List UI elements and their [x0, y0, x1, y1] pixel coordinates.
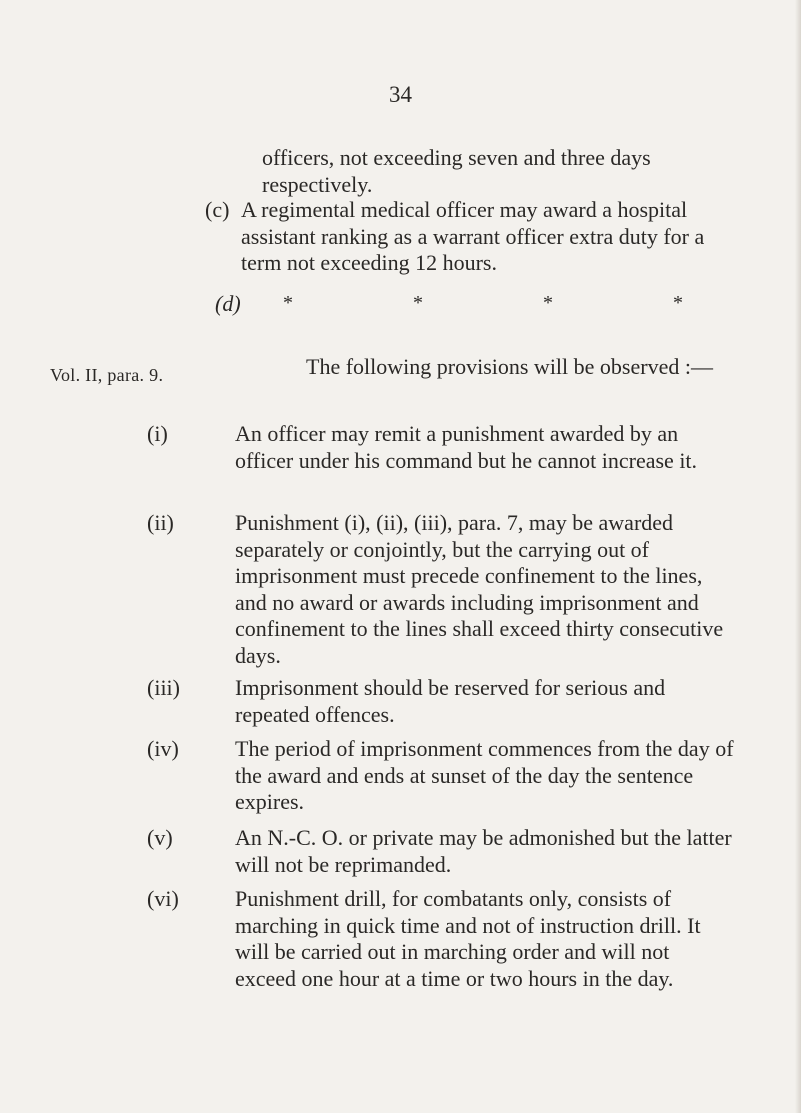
provision-iii-label: (iii): [147, 675, 180, 700]
provision-ii-text: Punishment (i), (ii), (iii), para. 7, may be awarded separately or conjointly, but the carrying out of imprisonment must precede confinement to the lines, and no award or awards including imprisonment and confinement to the lines shall exceed thirty consecutive days.: [235, 510, 724, 668]
provision-v-text: An N.-C. O. or private may be admonished but the latter will not be reprimanded.: [235, 825, 732, 877]
item-c-label: (c): [205, 197, 230, 222]
provision-v-label: (v): [147, 825, 173, 850]
star-mark: *: [413, 292, 423, 314]
page-edge-shadow: [795, 0, 801, 1113]
page-number: 34: [389, 82, 412, 107]
item-c-text: A regimental medical officer may award a hospital assistant ranking as a warrant officer extra duty for a term not exceeding 12 hours.: [241, 197, 705, 275]
star-mark: *: [283, 292, 293, 314]
star-mark: *: [543, 292, 553, 314]
elision-stars: [283, 292, 683, 315]
provision-vi-text: Punishment drill, for combatants only, consists of marching in quick time and not of instruction drill. It will be carried out in marching order and will not exceed one hour at a time or two hours in the day.: [235, 886, 701, 991]
provision-iii-text: Imprisonment should be reserved for serious and repeated offences.: [235, 675, 666, 727]
provision-iv-text: The period of imprisonment commences from the day of the award and ends at sunset of the day the sentence expires.: [235, 736, 734, 814]
provision-ii-label: (ii): [147, 510, 174, 535]
provision-iv-label: (iv): [147, 736, 179, 761]
star-mark: *: [673, 292, 683, 314]
continuation-text: officers, not exceeding seven and three days respectively.: [262, 145, 651, 197]
provision-i-text: An officer may remit a punishment awarded by an officer under his command but he cannot increase it.: [235, 421, 698, 473]
provision-i-label: (i): [147, 421, 168, 446]
provision-vi-label: (vi): [147, 886, 179, 911]
margin-reference: Vol. II, para. 9.: [50, 365, 164, 385]
item-d-label: (d): [215, 291, 241, 316]
intro-text: The following provisions will be observed :—: [306, 354, 713, 379]
